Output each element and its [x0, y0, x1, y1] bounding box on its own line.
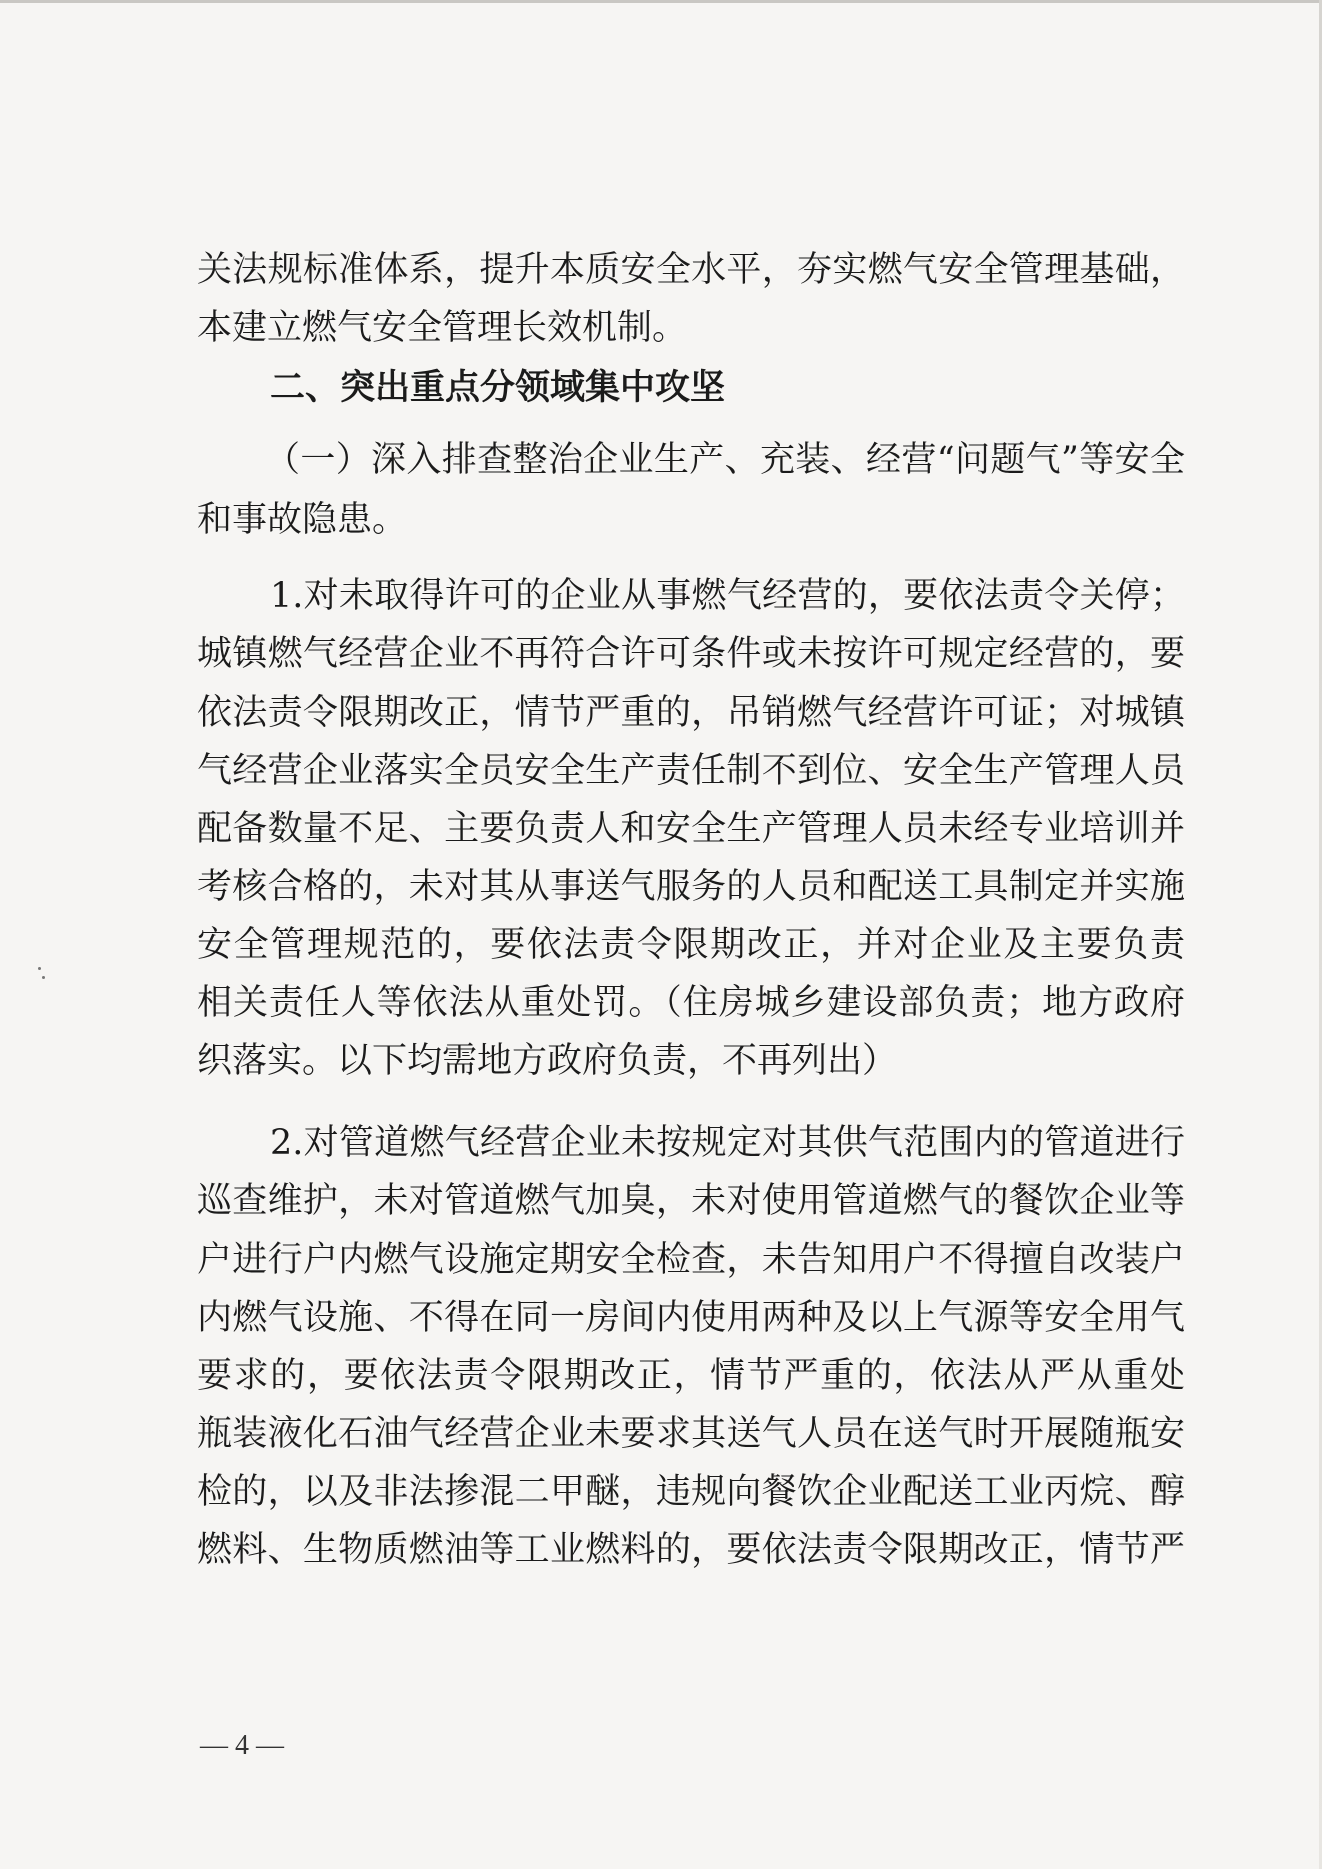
text-line: 依法责令限期改正，情节严重的，吊销燃气经营许可证；对城镇: [197, 693, 1185, 733]
text-line: 检的，以及非法掺混二甲醚，违规向餐饮企业配送工业丙烷、醇: [197, 1472, 1185, 1512]
scan-edge-top: [0, 0, 1322, 3]
subheading-text: 和事故隐患。: [197, 500, 408, 540]
item-2-line-6: [0, 1404, 1322, 1464]
item-2-line-8: [0, 1520, 1322, 1580]
text-line: 户进行户内燃气设施定期安全检查，未告知用户不得擅自改装户: [197, 1240, 1185, 1280]
text-line: 巡查维护，未对管道燃气加臭，未对使用管道燃气的餐饮企业等: [197, 1181, 1185, 1221]
text-line: 2.对管道燃气经营企业未按规定对其供气范围内的管道进行: [270, 1123, 1185, 1163]
item-1-line-8: [0, 973, 1322, 1033]
paragraph-intro-line-1: [0, 240, 1322, 300]
item-1-line-9: [0, 1031, 1322, 1091]
item-1-line-3: [0, 683, 1322, 743]
text-line: 1.对未取得许可的企业从事燃气经营的，要依法责令关停；: [270, 576, 1185, 616]
item-1-line-1: [0, 566, 1322, 626]
text-line: 内燃气设施、不得在同一房间内使用两种及以上气源等安全用气: [197, 1298, 1185, 1338]
item-2-line-3: [0, 1230, 1322, 1290]
subheading-text: （一）深入排查整治企业生产、充装、经营“问题气”等安全: [265, 440, 1185, 480]
subheading-line-1: [0, 430, 1322, 490]
item-1-line-6: [0, 857, 1322, 917]
item-2-line-1: [0, 1113, 1322, 1173]
text-line: 安全管理规范的，要依法责令限期改正，并对企业及主要负责: [197, 925, 1185, 965]
item-1-line-2: [0, 624, 1322, 684]
item-2-line-7: [0, 1462, 1322, 1522]
section-heading: [0, 358, 1322, 418]
text-line: 城镇燃气经营企业不再符合许可条件或未按许可规定经营的，要: [197, 634, 1185, 674]
text-line: 本建立燃气安全管理长效机制。: [197, 308, 688, 348]
item-1-line-4: [0, 741, 1322, 801]
text-line: 相关责任人等依法从重处罚。（住房城乡建设部负责；地方政府: [197, 983, 1185, 1023]
heading-text: 二、突出重点分领域集中攻坚: [270, 368, 726, 408]
item-2-line-4: [0, 1288, 1322, 1348]
item-1-line-7: [0, 915, 1322, 975]
text-line: 要求的，要依法责令限期改正，情节严重的，依法从严从重处: [197, 1356, 1185, 1396]
item-2-line-2: [0, 1171, 1322, 1231]
item-2-line-5: [0, 1346, 1322, 1406]
text-line: 燃料、生物质燃油等工业燃料的，要依法责令限期改正，情节严: [197, 1530, 1185, 1570]
text-line: 气经营企业落实全员安全生产责任制不到位、安全生产管理人员: [197, 751, 1185, 791]
text-line: 瓶装液化石油气经营企业未要求其送气人员在送气时开展随瓶安: [197, 1414, 1185, 1454]
text-line: 关法规标准体系，提升本质安全水平，夯实燃气安全管理基础，: [197, 250, 1185, 290]
text-line: 考核合格的，未对其从事送气服务的人员和配送工具制定并实施: [197, 867, 1185, 907]
page-number: — 4 —: [200, 1730, 284, 1761]
text-line: 配备数量不足、主要负责人和安全生产管理人员未经专业培训并: [197, 809, 1185, 849]
paragraph-intro-line-2: [0, 298, 1322, 358]
item-1-line-5: [0, 799, 1322, 859]
text-line: 织落实。以下均需地方政府负责，不再列出）: [197, 1041, 898, 1081]
subheading-line-2: [0, 490, 1322, 550]
